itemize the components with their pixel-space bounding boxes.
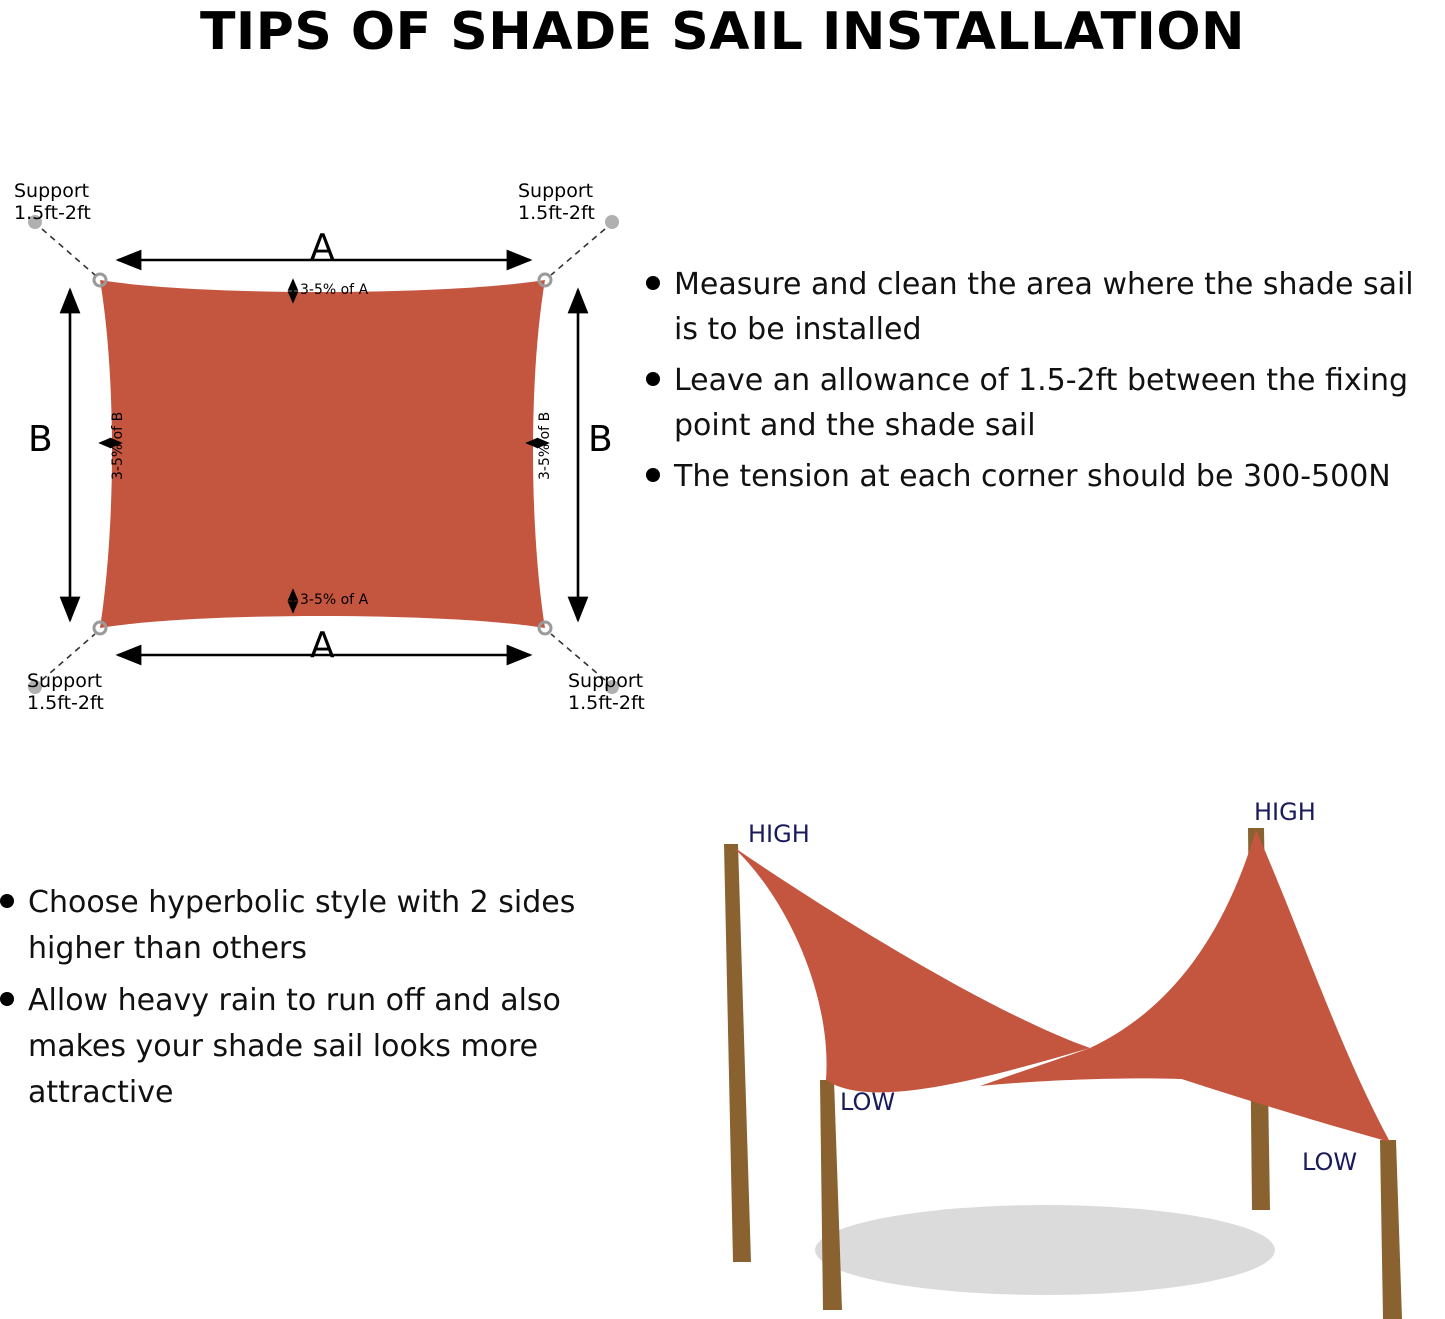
bottom-diagram-container [620,780,1445,1319]
list-item [0,880,620,972]
sail-lobe-left [732,846,1090,1092]
support-label-top-right: Support 1.5ft-2ft [518,180,595,224]
support-dot-tr [605,215,619,229]
pole-back-left [724,844,751,1262]
top-diagram-container [0,150,660,750]
list-item [646,454,1445,499]
curve-label-bottom: 3-5% of A [300,592,369,608]
dimension-label-a-bottom: A [310,625,335,666]
bullet-text: Leave an allowance of 1.5-2ft between the fixing point and the shade sail [674,363,1409,443]
dimension-label-b-right: B [588,419,613,460]
list-item [646,358,1445,448]
label-low-front-left: LOW [840,1088,896,1116]
sail-body [100,280,545,628]
bullet-text: Choose hyperbolic style with 2 sides higher than others [28,885,576,966]
bullet-dot-icon [646,276,660,290]
bullet-text: Allow heavy rain to run off and also makes your shade sail looks more attractive [28,983,561,1110]
curve-label-top: 3-5% of A [300,282,369,298]
pole-front-left [820,1080,842,1310]
page-title: TIPS OF SHADE SAIL INSTALLATION [199,2,1246,62]
support-label-bottom-left: Support 1.5ft-2ft [27,670,104,714]
label-high-back-left: HIGH [748,820,810,848]
hyperbolic-sail-svg [620,780,1445,1319]
support-label-top-left: Support 1.5ft-2ft [14,180,91,224]
support-label-bottom-right: Support 1.5ft-2ft [568,670,645,714]
curve-label-right: 3-5% of B [537,411,553,480]
ground-shadow [815,1205,1275,1295]
list-item [646,262,1445,352]
bullet-dot-icon [0,894,14,908]
bottom-bullet-list [0,880,620,1122]
dimension-label-a-top: A [310,227,335,268]
tension-line-tr [551,229,605,275]
list-item [0,978,620,1116]
bullet-dot-icon [0,992,14,1006]
top-bullet-list [646,262,1445,505]
bullet-text: Measure and clean the area where the shade sail is to be installed [674,267,1414,347]
bullet-dot-icon [646,468,660,482]
label-low-front-right: LOW [1302,1148,1358,1176]
dimension-label-b-left: B [28,419,53,460]
tension-line-tl [42,229,95,275]
curve-label-left: 3-5% of B [110,411,126,480]
sail-lobe-right [1090,830,1390,1142]
bullet-dot-icon [646,372,660,386]
pole-front-right [1380,1140,1402,1319]
bullet-text: The tension at each corner should be 300-500N [674,459,1391,494]
label-high-back-right: HIGH [1254,798,1316,826]
